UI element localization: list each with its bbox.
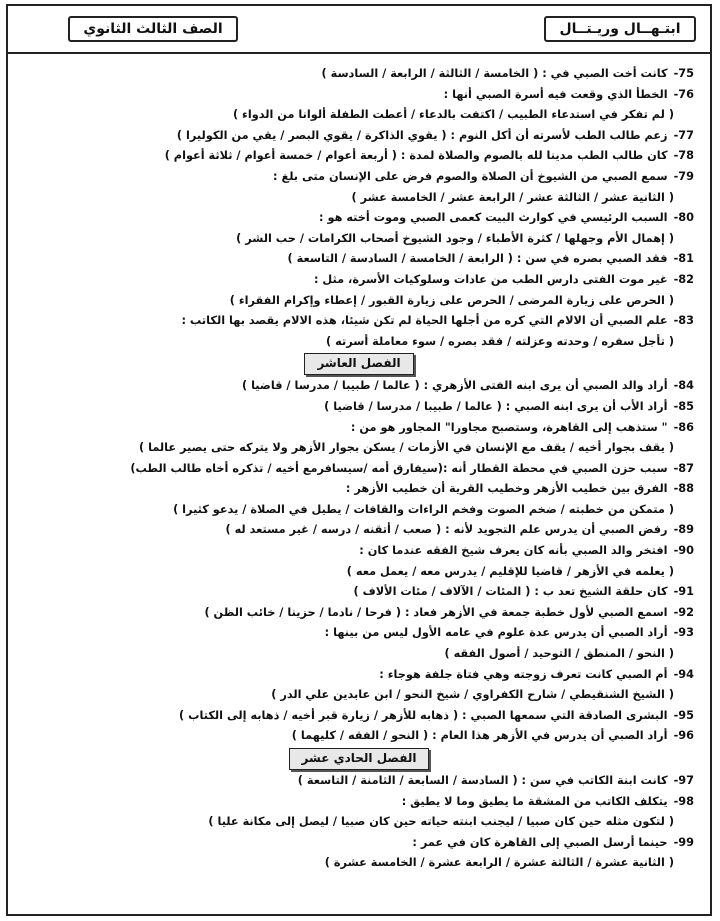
- question-text: افتخر والد الصبي بأنه كان يعرف شيخ الفقه عندما كان :: [359, 544, 668, 558]
- question-text: البشرى الصادقة التي سمعها الصبي : ( ذهابه للأزهر / زيارة قبر أخيه / ذهابه إلى الكتاب ): [179, 708, 668, 722]
- question-number: 84-: [673, 379, 694, 393]
- options-text: ( يقف بجوار أخيه / يقف مع الإنسان في الأزمات / يسكن بجوار الأزهر ولا يتركه حتى يصير عالما ): [138, 441, 674, 455]
- question-number: 95-: [673, 708, 694, 722]
- question-line: [20, 418, 698, 439]
- question-line: [20, 706, 698, 727]
- worksheet-page: [6, 4, 712, 916]
- question-text: كانت أخت الصبي في : ( الخامسة / الثالثة / الرابعة / السادسة ): [321, 67, 668, 80]
- question-number: 93-: [673, 626, 694, 640]
- question-line: [20, 541, 698, 562]
- question-line: [20, 771, 698, 792]
- question-line: [20, 726, 698, 747]
- question-number: 97-: [673, 774, 694, 787]
- question-number: 77-: [673, 128, 694, 142]
- question-number: 79-: [673, 169, 694, 183]
- options-text: ( إهمال الأم وجهلها / كثرة الأطباء / وجود الشيوخ أصحاب الكرامات / حب الشر ): [236, 231, 674, 245]
- question-line: [20, 623, 698, 644]
- question-number: 92-: [673, 605, 694, 619]
- question-text: السبب الرئيسي في كوارث البيت كعمى الصبي وموت أخته هو :: [319, 211, 668, 225]
- options-text: ( الثانية عشرة / الثالثة عشرة / الرابعة عشرة / الخامسة عشرة ): [324, 856, 674, 870]
- question-text: الخطأ الذي وقعت فيه أسرة الصبي أنها :: [443, 87, 668, 101]
- question-text: أراد الصبي أن يدرس عدة علوم في عامه الأول ليس من بينها :: [324, 626, 668, 640]
- question-number: 88-: [673, 482, 694, 496]
- options-text: ( لتكون مثله حين كان صبيا / ليجنب ابنته حياته حين كان صبيا / ليصل إلى مكانة عليا ): [208, 815, 674, 829]
- page-header: [8, 6, 710, 54]
- question-text: " ستذهب إلى القاهرة، وستصبح مجاورا" المجاور هو من :: [350, 420, 668, 434]
- options-text: ( يعلمه في الأزهر / قاضيا للإقليم / يدرس معه / يعمل معه ): [346, 564, 674, 578]
- options-text: ( متمكن من خطبته / ضخم الصوت وفخم الراءات والقافات / يطيل في الصلاة / يدعو كثيرا ): [173, 502, 674, 516]
- question-line: [20, 146, 698, 167]
- teacher-name-box: ابتـهــال وريـتــال: [544, 16, 696, 42]
- question-number: 81-: [673, 252, 694, 266]
- chapter-heading: [20, 748, 698, 770]
- question-line: [20, 520, 698, 541]
- question-line: [20, 85, 698, 106]
- question-number: 83-: [673, 314, 694, 328]
- chapter-heading-label: الفصل الحادي عشر: [289, 748, 430, 770]
- question-text: حينما أرسل الصبي إلى القاهرة كان في عمر :: [412, 835, 668, 849]
- question-number: 87-: [673, 461, 694, 475]
- options-text: ( النحو / المنطق / التوحيد / أصول الفقه ): [444, 647, 674, 661]
- question-text: علم الصبي أن الالام التي كره من أجلها الحياة لم تكن شيئا، هذه الالام يقصد بها الكاتب :: [181, 314, 668, 328]
- question-text: كانت ابنة الكاتب في سن : ( السادسة / السابعة / الثامنة / التاسعة ): [297, 774, 668, 787]
- options-line: [20, 188, 698, 209]
- question-number: 76-: [673, 87, 694, 101]
- question-text: فقد الصبي بصره في سن : ( الرابعة / الخامسة / السادسة / التاسعة ): [287, 252, 668, 266]
- question-line: [20, 665, 698, 686]
- options-line: [20, 500, 698, 521]
- question-text: أراد الأب أن يرى ابنه الصبي : ( عالما / طبيبا / مدرسا / قاضيا ): [324, 399, 668, 413]
- question-line: [20, 792, 698, 813]
- question-number: 80-: [673, 211, 694, 225]
- question-text: أراد الصبي أن يدرس في الأزهر هذا العام : ( النحو / الفقه / كليهما ): [291, 729, 668, 743]
- question-text: الفرق بين خطيب الأزهر وخطيب القرية أن خطيب الأزهر :: [345, 482, 668, 496]
- question-line: [20, 311, 698, 332]
- question-number: 98-: [673, 794, 694, 808]
- options-text: ( الشيخ الشنقيطي / شارح الكفراوي / شيخ النحو / ابن عابدين علي الدر ): [271, 688, 674, 702]
- question-line: [20, 249, 698, 270]
- question-text: كان حلقة الشيخ تعد ب : ( المئات / الآلاف / مئات الألاف ): [353, 585, 668, 599]
- question-line: [20, 397, 698, 418]
- chapter-heading: [20, 353, 698, 375]
- questions-list: [8, 54, 710, 874]
- question-line: [20, 376, 698, 397]
- question-line: [20, 208, 698, 229]
- options-text: ( لم تفكر في استدعاء الطبيب / اكتفت بالدعاء / أعطت الطفلة ألوانا من الدواء ): [232, 108, 674, 122]
- grade-label-box: الصف الثالث الثانوي: [68, 16, 238, 42]
- question-number: 82-: [673, 272, 694, 286]
- question-number: 89-: [673, 523, 694, 537]
- question-number: 99-: [673, 835, 694, 849]
- question-text: كان طالب الطب مدينا لله بالصوم والصلاة لمدة : ( أربعة أعوام / خمسة أعوام / ثلاثة أعوام ): [164, 149, 668, 163]
- question-number: 94-: [673, 667, 694, 681]
- options-line: [20, 853, 698, 874]
- question-line: [20, 126, 698, 147]
- question-text: أم الصبي كانت تعرف زوجته وهي فتاة جلفة هوجاء :: [379, 667, 668, 681]
- question-number: 86-: [673, 420, 694, 434]
- question-number: 75-: [673, 67, 694, 80]
- question-line: [20, 479, 698, 500]
- question-text: أراد والد الصبي أن يرى ابنه الفتى الأزهري : ( عالما / طبيبا / مدرسا / قاضيا ): [241, 379, 668, 393]
- options-line: [20, 105, 698, 126]
- question-number: 85-: [673, 399, 694, 413]
- options-line: [20, 438, 698, 459]
- options-line: [20, 332, 698, 353]
- question-number: 90-: [673, 544, 694, 558]
- question-text: يتكلف الكاتب من المشقة ما يطيق وما لا يطيق :: [401, 794, 668, 808]
- question-text: سمع الصبي من الشيوخ أن الصلاة والصوم فرض على الإنسان متى بلغ :: [273, 169, 668, 183]
- options-line: [20, 644, 698, 665]
- question-line: [20, 833, 698, 854]
- question-line: [20, 603, 698, 624]
- options-line: [20, 291, 698, 312]
- options-line: [20, 229, 698, 250]
- options-line: [20, 685, 698, 706]
- options-line: [20, 812, 698, 833]
- question-text: غير موت الفتى دارس الطب من عادات وسلوكيات الأسرة، مثل :: [313, 272, 668, 286]
- question-line: [20, 167, 698, 188]
- question-line: [20, 459, 698, 480]
- question-line: [20, 270, 698, 291]
- question-number: 91-: [673, 585, 694, 599]
- question-number: 96-: [673, 729, 694, 743]
- question-line: [20, 582, 698, 603]
- options-text: ( الثانية عشر / الثالثة عشر / الرابعة عشر / الخامسة عشر ): [351, 190, 674, 204]
- question-line: [20, 64, 698, 85]
- question-text: زعم طالب الطب لأسرته أن أكل النوم : ( يقوي الذاكرة / يقوي البصر / يقي من الكوليرا ): [176, 128, 668, 142]
- options-line: [20, 562, 698, 583]
- options-text: ( الحرص على زيارة المرضى / الحرص على زيارة القبور / إعطاء وإكرام الفقراء ): [229, 293, 674, 307]
- question-text: اسمع الصبي لأول خطبة جمعة في الأزهر فعاد : ( فرحا / نادما / حزينا / خائب الظن ): [204, 605, 668, 619]
- chapter-heading-label: الفصل العاشر: [304, 353, 413, 375]
- question-number: 78-: [673, 149, 694, 163]
- question-text: سبب حزن الصبي في محطة القطار أنه :(سيفارق أمه /سيسافرمع أخيه / تذكره أخاه طالب الطب): [130, 461, 668, 475]
- question-text: رفض الصبي أن يدرس علم التجويد لأنه : ( صعب / أتقنه / درسه / غير مستعد له ): [225, 523, 668, 537]
- options-text: ( تأجل سفره / وحدته وعزلته / فقد بصره / سوء معاملة أسرته ): [326, 334, 674, 348]
